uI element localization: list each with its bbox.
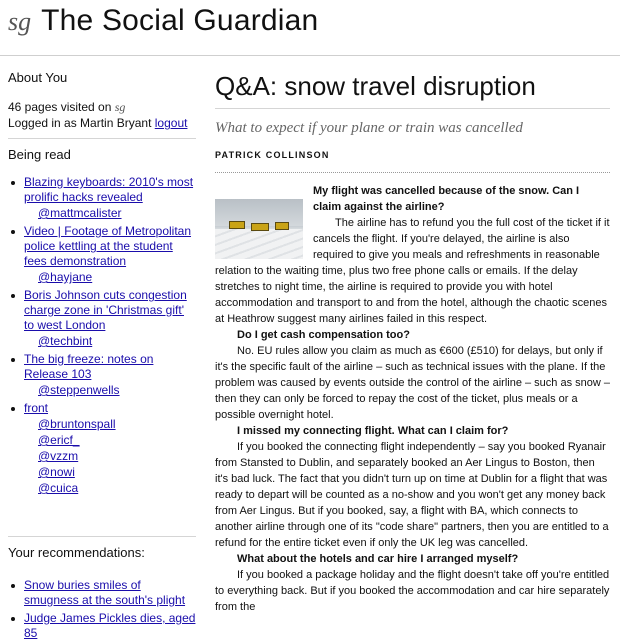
front-reader-1[interactable]: @bruntonspall [38,417,116,431]
front-link[interactable]: front [24,401,49,415]
being-read-link-4[interactable]: The big freeze: notes on Release 103 [24,352,154,381]
list-item [8,224,196,285]
recommendations-heading: Your recommendations: [8,545,145,560]
reader-link-1[interactable]: @mattmcalister [38,206,122,220]
question-2: Do I get cash compensation too? [237,329,410,341]
front-reader-5[interactable]: @cuica [38,481,79,495]
question-1: My flight was cancelled because of the snow. Can I claim against the airline? [313,185,580,213]
pages-visited-site: sg [114,100,126,114]
logged-in-text: Logged in as Martin Bryant [8,116,155,130]
article-byline[interactable]: PATRICK COLLINSON [215,150,330,160]
answer-3: If you booked the connecting flight independently – say you booked Ryanair from Stansted to Dublin, and separately booked an Aer Lingus to Boston, then it's bad luck. The fact that you didn't turn up on time at Dublin for a flight that was ready to depart will be counted as a no-show and you won't get any money back from Aer Lingus. But if you booked, say, a flight with BA, which connects to another airline through one of its "code share" partners, then you are entitled to a refund for the entire ticket even if only the UK leg was cancelled. [215,441,609,549]
being-read-link-2[interactable]: Video | Footage of Metropolitan police kettling at the student fees demonstration [24,224,192,268]
answer-4: If you booked a package holiday and the flight doesn't take off you're entitled to everything back. But if you booked the accommodation and car hire separately from the [215,569,610,613]
article-headline: Q&A: snow travel disruption [215,71,536,101]
headline-divider [215,108,610,109]
front-reader-2[interactable]: @ericf_ [38,433,80,447]
answer-2: No. EU rules allow you claim as much as €600 (£510) for delays, but only if it's the specific fault of the airline – such as technical issues with the plane. If the problem was caused by events outside the control of the airline – such as snow – then they can only be forced to repay the cost of the ticket, plus meals or a possible overnight hotel. [215,345,611,421]
question-4: What about the hotels and car hire I arranged myself? [237,553,519,565]
list-item [8,288,196,349]
masthead [8,4,318,48]
pages-visited [8,100,196,115]
site-title[interactable]: The Social Guardian [41,4,319,37]
recommendations-list [8,578,196,641]
being-read-link-1[interactable]: Blazing keyboards: 2010's most prolific hacks revealed [24,175,194,204]
question-3: I missed my connecting flight. What can I claim for? [237,425,509,437]
being-read-heading: Being read [8,147,71,162]
article-body [215,183,610,615]
about-you-heading: About You [8,70,68,85]
front-reader-3[interactable]: @vzzm [38,449,79,463]
reader-link-2[interactable]: @hayjane [38,270,93,284]
reader-link-3[interactable]: @techbint [38,334,93,348]
header-divider [0,55,620,56]
list-item [8,611,196,641]
site-logo[interactable]: sg [8,7,32,36]
answer-1: The airline has to refund you the full cost of the ticket if it cancels the flight. If you're delayed, the airline is also required to give you meals and refreshments in reasonable relation to the waiting time, plus two free phone calls or emails. If the delay stretches to night time, the airline is required to provide you with hotel accommodation and transport to and from the hotel, although the chaotic scenes at Heathrow suggest many airlines failed in this respect. [215,217,610,325]
list-item [8,578,196,608]
being-read-link-3[interactable]: Boris Johnson cuts congestion charge zone in 'Christmas gift' to west London [24,288,187,332]
pages-visited-text: 46 pages visited on [8,100,115,114]
being-read-list [8,175,196,496]
recommendation-link-2[interactable]: Judge James Pickles dies, aged 85 [24,611,196,640]
logged-in-status [8,116,196,131]
front-reader-4[interactable]: @nowi [38,465,75,479]
article [215,70,610,615]
logout-link[interactable]: logout [154,116,188,130]
reader-link-4[interactable]: @steppenwells [38,383,120,397]
sidebar [8,70,196,644]
byline-divider [215,172,610,173]
article-standfirst: What to expect if your plane or train was cancelled [215,120,523,136]
list-item [8,352,196,398]
sidebar-divider [8,138,196,139]
sidebar-divider-2 [8,536,196,537]
recommendation-link-1[interactable]: Snow buries smiles of smugness at the south's plight [24,578,186,607]
list-item [8,401,196,496]
snow-plough-photo [215,199,303,259]
